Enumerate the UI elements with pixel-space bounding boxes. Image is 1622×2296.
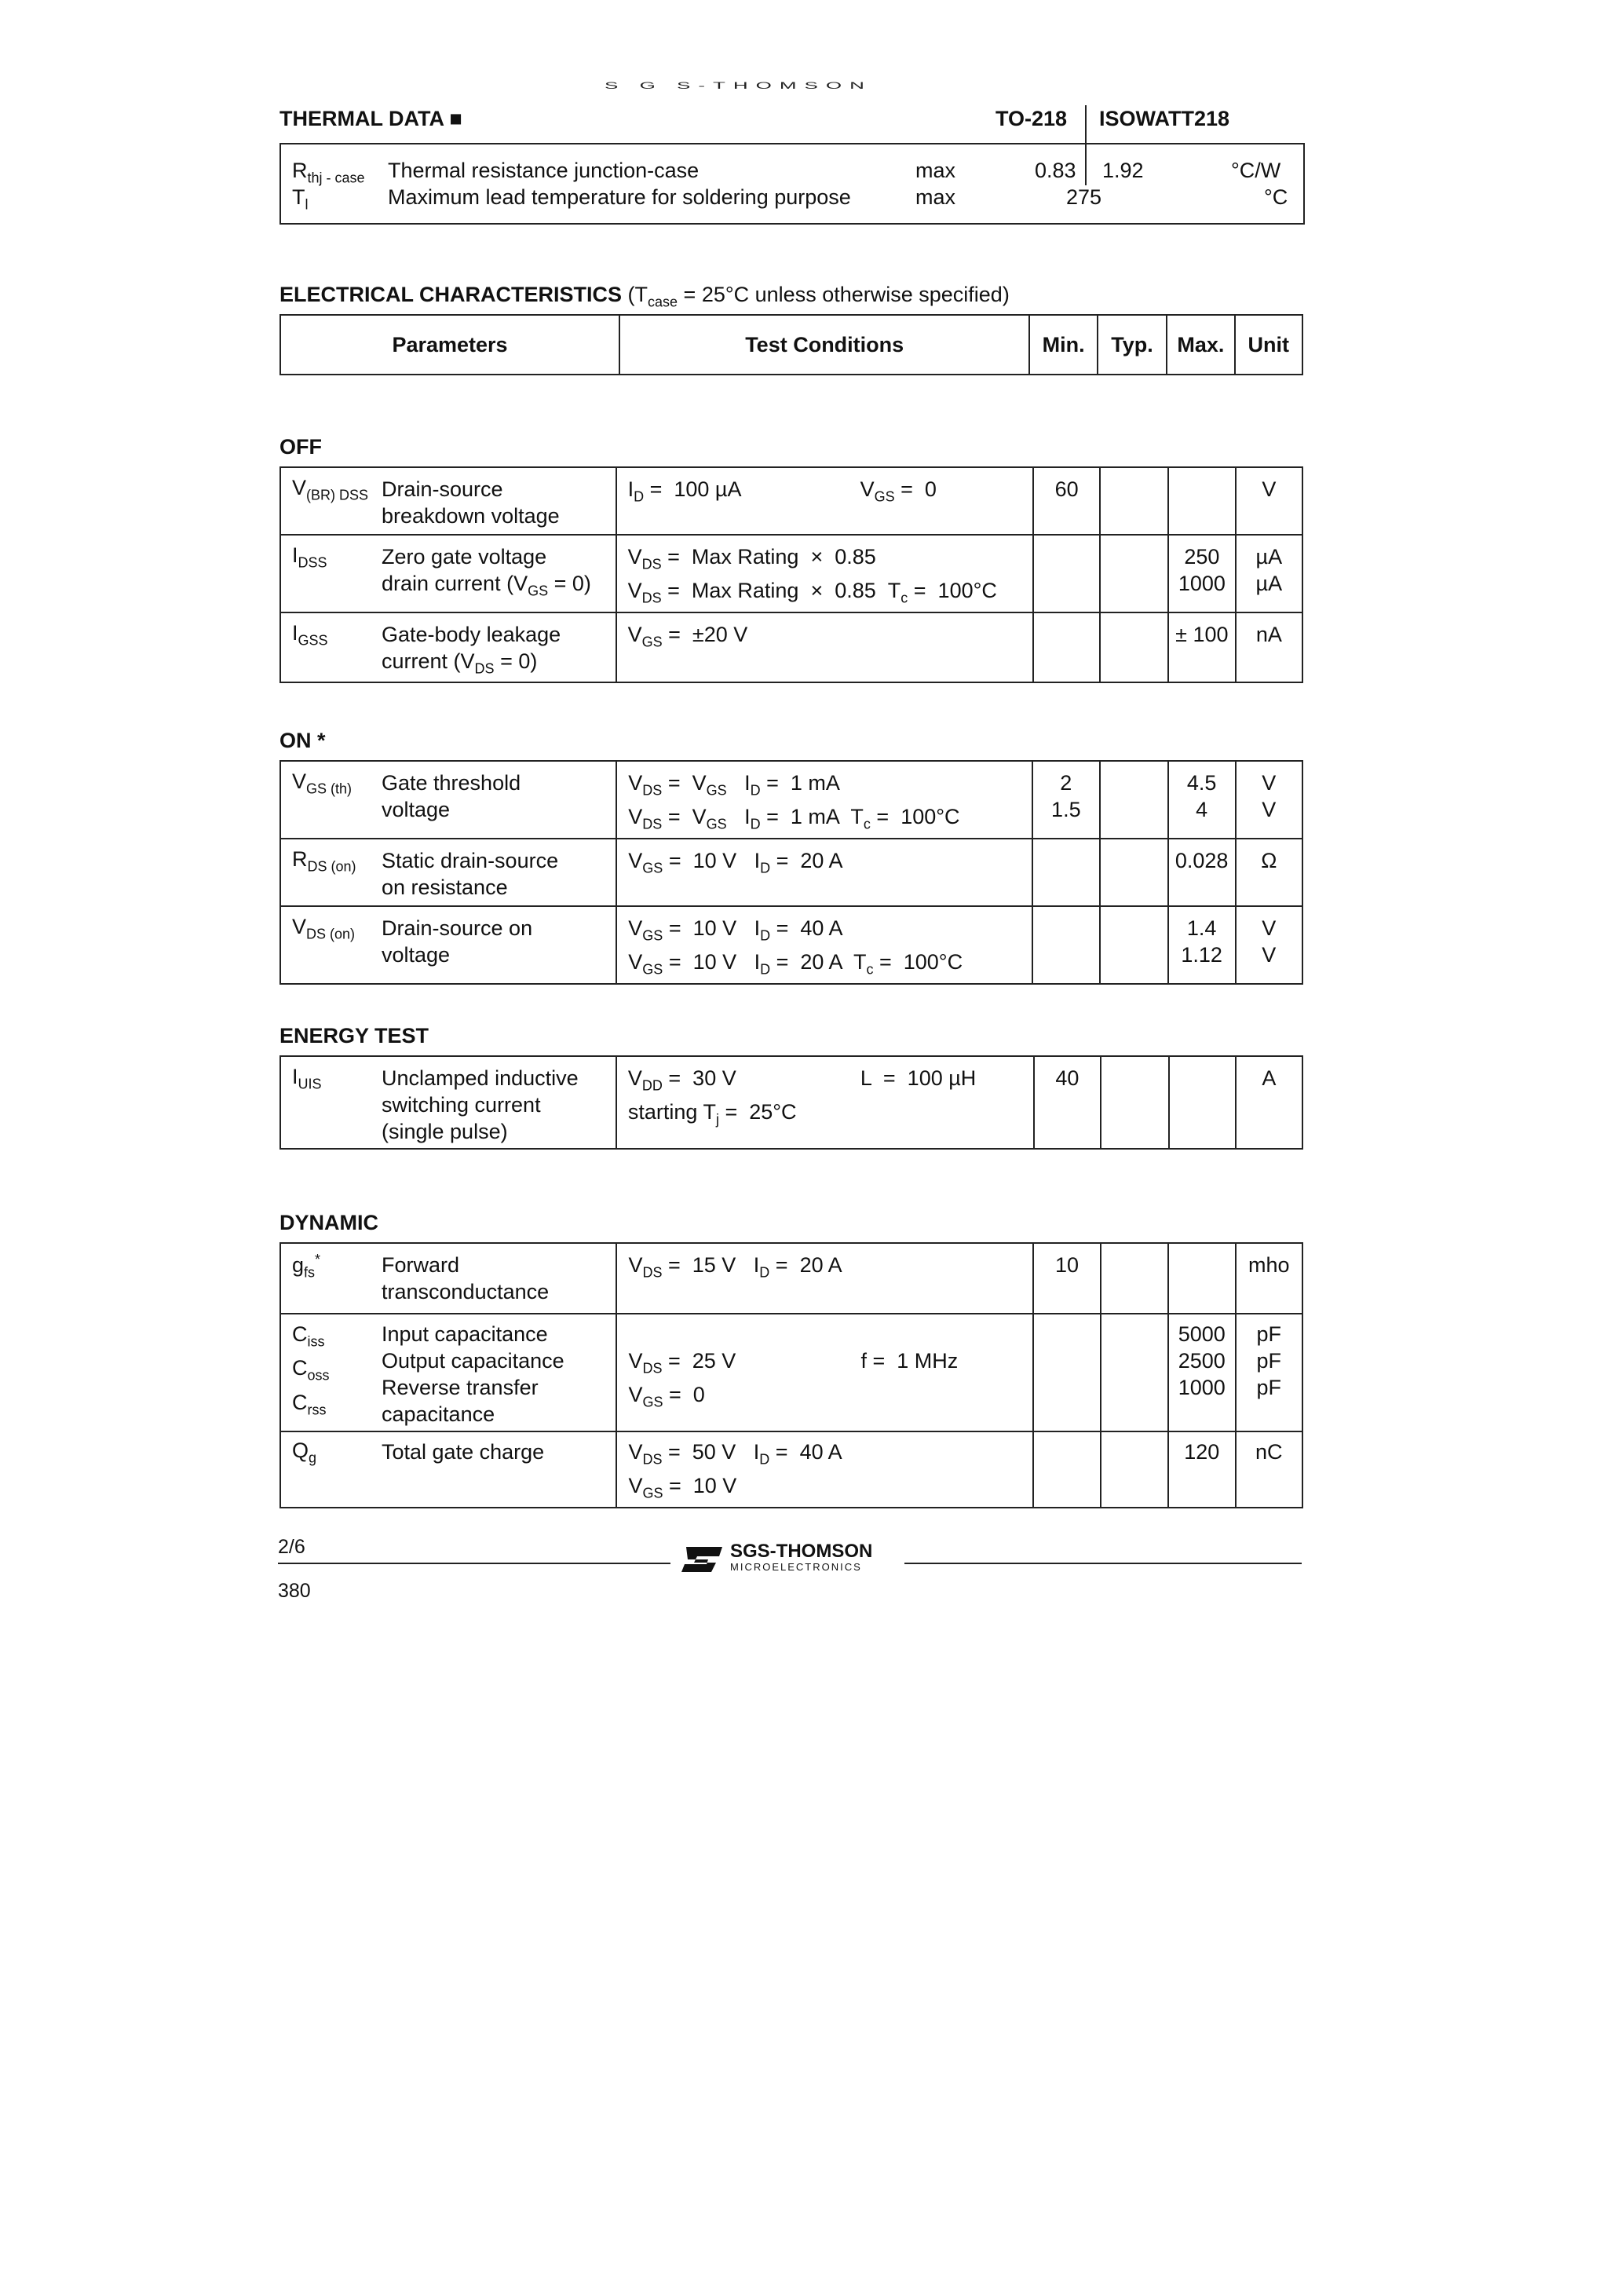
table-row	[280, 761, 1302, 839]
idss-conditions: $V_{DS}$ = Max Rating × 0.85 $V_{DS}$ = Max Rating × 0.85 $T_c = 100^\circ C$	[627, 545, 997, 606]
table-row	[280, 612, 1302, 682]
st-logo-icon	[680, 1545, 724, 1574]
gfs-parameter: Forward transconductance	[382, 1253, 550, 1303]
tl-value: 275	[1066, 185, 1102, 209]
on-section-title: ON *	[279, 729, 326, 752]
igss-parameter: Gate-body leakage current $(V_{DS} = 0)$	[382, 622, 561, 677]
capacitance-parameters: Input capacitance Output capacitance Reverse transfer capacitance	[382, 1322, 564, 1426]
isowatt-column-header: ISOWATT218	[1099, 107, 1230, 130]
rdson-parameter: Static drain-source on resistance	[382, 848, 559, 899]
thermal-data-title: THERMAL DATA ■	[279, 107, 462, 130]
energy-test-table	[279, 1055, 1303, 1150]
table-row	[280, 1314, 1302, 1431]
igss-unit: nA	[1255, 622, 1282, 646]
qg-conditions: $V_{DS} = 50$ V $I_D = 40$ A $V_{GS} = 10$ V	[628, 1440, 842, 1501]
capacitance-conditions: $V_{DS} = 25$ V f = 1 MHz $V_{GS} = 0$	[628, 1349, 959, 1410]
qg-max: 120	[1184, 1440, 1220, 1464]
idss-symbol: $I_{DSS}$	[292, 543, 327, 571]
table-row	[280, 1243, 1302, 1314]
rthj-limit: max	[915, 159, 956, 182]
vgsth-conditions: $V_{DS} = V_{GS}$ $I_D = 1$ mA $V_{DS} = V_{GS}$ $I_D = 1$ mA $T_c = 100^\circ C$	[628, 771, 960, 832]
header-max: Max.	[1167, 315, 1234, 375]
table-row	[280, 839, 1302, 906]
vdson-max: 1.4 1.12	[1181, 916, 1222, 967]
brand-name: SGS-THOMSON	[730, 1541, 873, 1562]
footer-rule-left	[278, 1563, 670, 1564]
page-number: 380	[278, 1580, 311, 1602]
rdson-condition: $V_{GS} = 10$ V $I_D = 20$ A	[628, 848, 843, 876]
qg-unit: nC	[1255, 1440, 1283, 1464]
off-section-title: OFF	[279, 435, 322, 459]
iuis-min: 40	[1055, 1066, 1080, 1090]
qg-symbol: $Q_g$	[292, 1439, 317, 1466]
tl-parameter: Maximum lead temperature for soldering purpose	[388, 185, 851, 209]
idss-unit: µA µA	[1255, 545, 1283, 595]
tl-unit: °C	[1264, 185, 1288, 209]
column-divider	[1085, 105, 1087, 143]
dynamic-section-title: DYNAMIC	[279, 1211, 378, 1234]
igss-condition: $V_{GS} = \pm 20$ V	[627, 622, 748, 650]
vgsth-parameter: Gate threshold voltage	[382, 771, 521, 821]
vbrdss-min: 60	[1054, 477, 1079, 501]
vdson-conditions: $V_{GS} = 10$ V $I_D = 40$ A $V_{GS} = 10$ V $I_D = 20$ A $T_c = 100^\circ C$	[628, 916, 963, 978]
gfs-min: 10	[1054, 1253, 1079, 1277]
rthj-value-to218: 0.83	[1035, 159, 1076, 182]
gfs-symbol: $g_{fs}^*$	[292, 1252, 321, 1281]
rthj-parameter: Thermal resistance junction-case	[388, 159, 700, 182]
vdson-parameter: Drain-source on voltage	[382, 916, 533, 967]
rthj-symbol: $R_{thj - case}$	[292, 159, 365, 186]
iuis-unit: A	[1262, 1066, 1277, 1090]
header-min: Min.	[1029, 315, 1097, 375]
vgsth-unit: V V	[1262, 771, 1277, 821]
energy-test-section-title: ENERGY TEST	[279, 1024, 429, 1047]
iuis-symbol: $I_{UIS}$	[292, 1065, 322, 1092]
footer-rule-right	[904, 1563, 1302, 1564]
vbrdss-unit: V	[1262, 477, 1277, 501]
rthj-value-isowatt: 1.92	[1102, 159, 1144, 182]
rthj-unit: °C/W	[1231, 159, 1281, 182]
header-unit: Unit	[1235, 315, 1302, 375]
thermal-divider	[1085, 144, 1087, 185]
bullet-icon: ■	[449, 107, 462, 130]
vbrdss-condition-vgs: $V_{GS} = 0$	[860, 477, 937, 505]
tl-limit: max	[915, 185, 956, 209]
off-table	[279, 466, 1303, 683]
table-row	[280, 1056, 1302, 1149]
idss-parameter: Zero gate voltage drain current $(V_{GS} = 0)$	[382, 545, 591, 599]
table-row	[280, 467, 1302, 535]
vgsth-symbol: $V_{GS (th)}$	[292, 770, 353, 797]
gfs-condition: $V_{DS} = 15$ V $I_D = 20$ A	[628, 1253, 842, 1281]
parameters-header-table	[279, 314, 1303, 375]
igss-max: ± 100	[1175, 622, 1229, 646]
dynamic-table	[279, 1242, 1303, 1508]
top-header-strip: S G S-THOMSON	[605, 80, 872, 91]
st-logo	[680, 1541, 873, 1575]
capacitance-symbols: $C_{iss}$ $C_{oss}$ $C_{rss}$	[292, 1322, 330, 1418]
vbrdss-parameter: Drain-source breakdown voltage	[382, 477, 560, 528]
brand-subtitle: MICROELECTRONICS	[730, 1561, 862, 1573]
header-test-conditions: Test Conditions	[619, 315, 1029, 375]
table-row	[280, 1431, 1302, 1508]
vdson-symbol: $V_{DS (on)}$	[292, 914, 356, 942]
table-row	[280, 906, 1302, 984]
igss-symbol: $I_{GSS}$	[292, 620, 328, 649]
vdson-unit: V V	[1262, 916, 1277, 967]
rdson-max: 0.028	[1174, 848, 1229, 872]
vbrdss-condition-id: $I_D = 100$ µA	[627, 477, 742, 505]
capacitance-max: 5000 2500 1000	[1178, 1322, 1226, 1399]
gfs-unit: mho	[1248, 1253, 1290, 1277]
tl-symbol: $T_l$	[292, 185, 309, 213]
iuis-parameter: Unclamped inductive switching current (single pulse)	[382, 1066, 579, 1143]
electrical-characteristics-title: ELECTRICAL CHARACTERISTICS ($T_{case} = 25^\circ C$ unless otherwise specified)	[279, 283, 1010, 310]
vgsth-min: 2 1.5	[1051, 771, 1081, 821]
thermal-data-table	[279, 143, 1305, 225]
on-table	[279, 760, 1303, 985]
capacitance-unit: pF pF pF	[1256, 1322, 1282, 1399]
header-parameters: Parameters	[280, 315, 619, 375]
table-row	[280, 535, 1302, 612]
to218-column-header: TO-218	[995, 107, 1068, 130]
vbrdss-symbol: $V_{(BR) DSS}$	[292, 476, 369, 503]
header-typ: Typ.	[1098, 315, 1167, 375]
rdson-symbol: $R_{DS (on)}$	[292, 846, 356, 875]
vgsth-max: 4.5 4	[1186, 771, 1217, 821]
qg-parameter: Total gate charge	[382, 1440, 545, 1464]
rdson-unit: Ω	[1261, 848, 1277, 872]
page-of-total: 2/6	[278, 1536, 305, 1558]
iuis-conditions: $V_{DD} = 30$ V L = 100 µH starting $T_j = 25^\circ C$	[627, 1066, 977, 1128]
idss-max: 250 1000	[1178, 545, 1226, 595]
